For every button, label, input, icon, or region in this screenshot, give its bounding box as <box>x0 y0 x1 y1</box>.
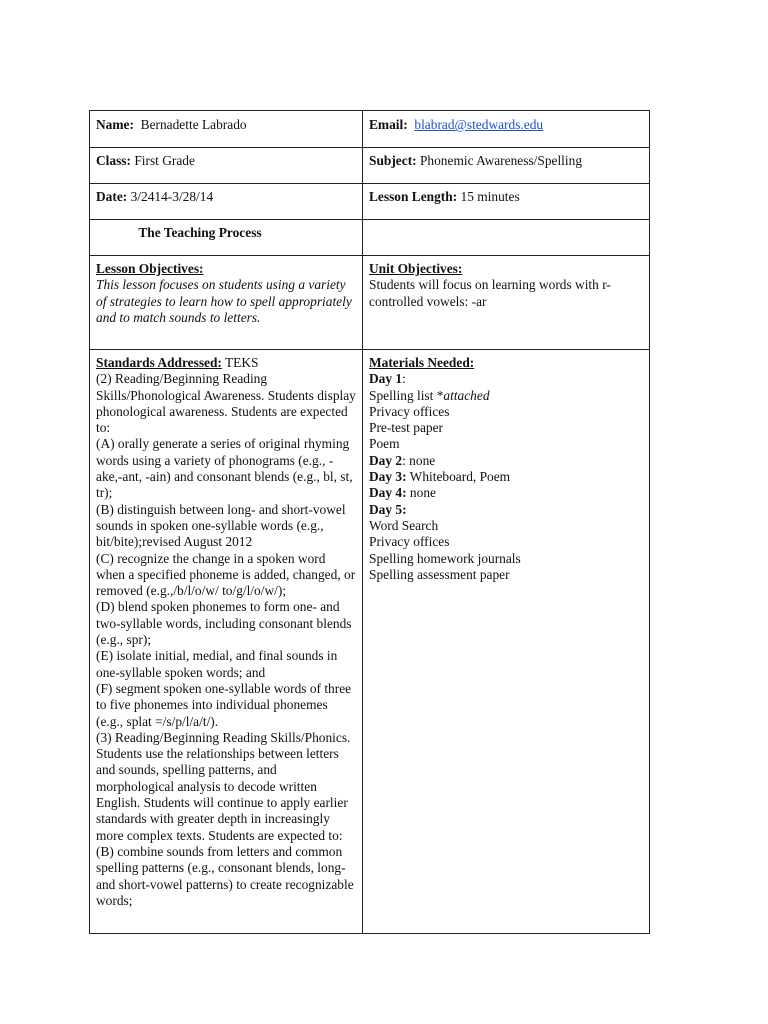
unit-objectives-cell <box>363 256 650 350</box>
material-item: Spelling assessment paper <box>369 566 510 582</box>
standard-line: (F) segment spoken one-syllable words of three to five phonemes into individual phonemes (e.g., splat =/s/p/l/a/t/). <box>96 680 352 729</box>
empty-cell <box>363 220 650 256</box>
class-label: Class: <box>96 153 131 168</box>
day2-label: Day 2 <box>369 452 403 468</box>
date-cell <box>90 184 363 220</box>
standards-cell <box>90 350 363 934</box>
standard-line: (B) distinguish between long- and short-vowel sounds in spoken one-syllable words (e.g., bit/bite);revised August 2012 <box>96 501 346 550</box>
material-item: Privacy offices <box>369 534 450 550</box>
material-item: Privacy offices <box>369 403 450 419</box>
table-row <box>90 111 650 148</box>
name-label: Name: <box>96 117 134 132</box>
day1-label: Day 1 <box>369 371 403 387</box>
materials-heading: Materials Needed: <box>369 355 475 370</box>
standard-line: (B) combine sounds from letters and common spelling patterns (e.g., consonant blends, long- and short-vowel patterns) to create recognizable words; <box>96 843 354 908</box>
material-item: Pre-test paper <box>369 420 443 436</box>
day1-colon: : <box>402 371 406 387</box>
teaching-process-heading: The Teaching Process <box>138 225 262 240</box>
table-row <box>90 184 650 220</box>
subject-label: Subject: <box>369 153 417 168</box>
day2-value: : none <box>402 452 436 468</box>
material-item: Word Search <box>369 517 439 533</box>
class-cell <box>90 148 363 184</box>
standard-line: (D) blend spoken phonemes to form one- and two-syllable words, including consonant blends (e.g., spr); <box>96 599 352 648</box>
day4-label: Day 4: <box>369 485 407 501</box>
lesson-objectives-cell <box>90 256 363 350</box>
spelling-list-item: Spelling list * <box>369 387 444 403</box>
standard-line: (3) Reading/Beginning Reading Skills/Phonics. Students use the relationships between letters and sounds, spelling patterns, and morphological analysis to decode written English. Students will continue to apply earlier standards with greater depth in increasingly more complex texts. Students are expected to: <box>96 729 351 843</box>
standards-heading-suffix: TEKS <box>221 355 259 370</box>
date-value: 3/2414-3/28/14 <box>130 189 214 204</box>
date-label: Date: <box>96 189 128 204</box>
attached-note: attached <box>443 387 490 403</box>
day5-label: Day 5: <box>369 501 407 517</box>
name-cell <box>90 111 363 148</box>
lesson-length-cell <box>363 184 650 220</box>
table-row <box>90 256 650 350</box>
email-link[interactable]: blabrad@stedwards.edu <box>414 117 544 132</box>
standard-line: (A) orally generate a series of original rhyming words using a variety of phonograms (e.g., -ake,-ant, -ain) and consonant blends (e.g., bl, st, tr); <box>96 436 353 501</box>
email-label: Email: <box>369 117 408 132</box>
day3-value: Whiteboard, Poem <box>406 469 511 485</box>
standard-line: (2) Reading/Beginning Reading Skills/Phonological Awareness. Students display phonological awareness. Students are expected to: <box>96 371 356 436</box>
standard-line: (E) isolate initial, medial, and final sounds in one-syllable spoken words; and <box>96 648 338 680</box>
standard-line: (C) recognize the change in a spoken word when a specified phoneme is added, changed, or removed (e.g.,/b/l/o/w/ to/g/l/o/w/); <box>96 550 356 599</box>
material-item: Spelling homework journals <box>369 550 521 566</box>
class-value: First Grade <box>134 153 195 168</box>
unit-objectives-heading: Unit Objectives: <box>369 261 463 276</box>
name-value: Bernadette Labrado <box>140 117 247 132</box>
lesson-length-label: Lesson Length: <box>369 189 458 204</box>
day4-value: none <box>406 485 436 501</box>
day3-label: Day 3: <box>369 469 407 485</box>
lesson-objectives-text: This lesson focuses on students using a variety of strategies to learn how to spell appropriately and to match sounds to letters. <box>96 277 352 325</box>
subject-cell <box>363 148 650 184</box>
table-row <box>90 148 650 184</box>
table-row <box>90 220 650 256</box>
standards-heading: Standards Addressed: <box>96 355 222 370</box>
lesson-length-value: 15 minutes <box>460 189 520 204</box>
email-cell <box>363 111 650 148</box>
materials-cell <box>363 350 650 934</box>
material-item: Poem <box>369 436 400 452</box>
lesson-plan-table <box>89 110 650 934</box>
table-row <box>90 350 650 934</box>
unit-objectives-text: Students will focus on learning words with r-controlled vowels: -ar <box>369 277 611 309</box>
subject-value: Phonemic Awareness/Spelling <box>419 153 583 168</box>
teaching-process-cell <box>90 220 363 256</box>
lesson-objectives-heading: Lesson Objectives: <box>96 261 204 276</box>
